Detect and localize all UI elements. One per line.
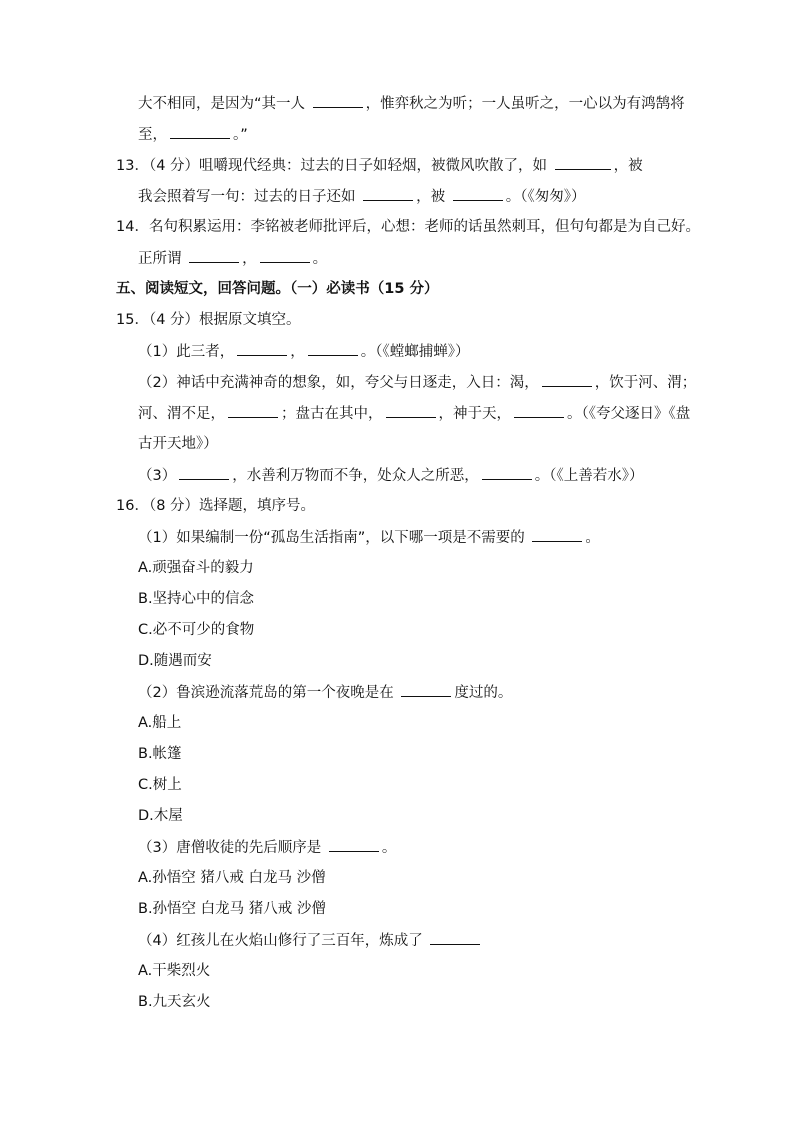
answer-blank[interactable] [532,527,582,542]
text-segment: ，被 [416,189,450,205]
text-segment: 度过的。 [454,685,513,701]
answer-blank[interactable] [329,837,379,852]
text-segment: （2）神话中充满神奇的想象，如，夸父与日逐走，入日：渴， [138,375,539,391]
text-line [138,961,210,981]
answer-blank[interactable] [555,155,611,170]
text-line [138,775,182,795]
text-segment: D.木屋 [138,808,183,824]
answer-blank[interactable] [363,186,413,201]
text-segment: ， [290,344,305,360]
answer-blank[interactable] [542,372,592,387]
text-segment: 大不相同，是因为“其一人 [138,96,310,112]
text-segment: ， [242,251,257,267]
text-segment: B.孙悟空 白龙马 猪八戒 沙僧 [138,901,326,917]
text-segment: A.干柴烈火 [138,963,211,979]
text-segment: B.帐篷 [138,746,182,762]
answer-blank[interactable] [189,248,239,263]
answer-blank[interactable] [228,403,278,418]
text-line [138,248,327,268]
text-segment: （3） [138,468,177,484]
text-segment: 14．名句积累运用：李铭被老师批评后，心想：老师的话虽然刺耳，但句句都是为自己好。 [116,219,700,235]
text-segment: B.坚持心中的信念 [138,591,255,607]
text-segment: 。 [381,840,397,856]
text-segment: ，饮于河、渭； [594,375,697,391]
text-line [116,155,643,175]
text-line [116,496,315,516]
text-line [138,558,254,578]
text-segment: （1）如果编制一份“孤岛生活指南”，以下哪一项是不需要的 [138,530,530,546]
text-line [138,527,600,547]
text-segment: 正所谓 [138,251,187,267]
text-line [138,868,326,888]
answer-blank[interactable] [453,186,503,201]
text-segment: 河、渭不足， [138,406,225,422]
text-segment: 16．（8 分）选择题，填序号。 [116,498,316,514]
text-segment: 。 [312,251,328,267]
text-segment: ；盘古在其中， [281,406,383,422]
text-line [138,713,181,733]
text-line [138,992,211,1012]
answer-blank[interactable] [401,682,451,697]
text-segment: 13．（4 分）咀嚼现代经典：过去的日子如轻烟，被微风吹散了，如 [116,158,552,174]
text-line [138,403,690,423]
text-line [116,310,301,330]
answer-blank[interactable] [313,93,363,108]
text-segment: 。 [585,530,600,546]
text-line [138,124,248,144]
text-segment: C.必不可少的食物 [138,622,255,638]
answer-blank[interactable] [482,465,532,480]
text-line [116,217,700,237]
text-segment: 。（《夸父逐日》《盘 [567,406,691,422]
text-line [138,434,218,454]
text-segment: ，被 [613,158,643,174]
text-segment: A.顽强奋斗的毅力 [138,560,254,576]
answer-blank[interactable] [170,124,230,139]
text-segment: ，惟弈秋之为听；一人虽听之，一心以为有鸿鹄将 [365,96,685,112]
answer-blank[interactable] [179,465,229,480]
text-segment: 。（《匆匆》） [505,189,586,205]
text-segment: 。” [233,127,248,143]
text-segment: ，水善利万物而不争，处众人之所恶， [232,468,479,484]
answer-blank[interactable] [308,341,358,356]
text-segment: B.九天玄火 [138,994,211,1010]
text-segment: 古开天地》） [138,436,218,452]
answer-blank[interactable] [386,403,436,418]
text-line [138,589,254,609]
answer-blank[interactable] [430,930,480,945]
text-line [138,465,643,485]
text-segment: D.随遇而安 [138,653,212,669]
text-line [138,682,512,702]
answer-blank[interactable] [260,248,310,263]
text-segment: （3）唐僧收徒的先后顺序是 [138,840,326,856]
text-segment: 至， [138,127,167,143]
text-segment: （4）红孩儿在火焰山修行了三百年，炼成了 [138,933,428,949]
text-line [138,837,396,857]
text-line [138,930,483,950]
text-line [138,899,326,919]
text-line [138,372,696,392]
text-line [116,279,438,299]
text-segment: 五、阅读短文，回答问题。（一）必读书（15 分） [116,281,439,297]
text-segment: 。（《上善若水》） [534,468,644,484]
text-segment: ，神于天， [438,406,511,422]
text-line [138,651,212,671]
text-segment: （1）此三者， [138,344,235,360]
answer-blank[interactable] [514,403,564,418]
text-line [138,620,254,640]
text-segment: C.树上 [138,777,182,793]
text-line [138,806,183,826]
text-line [138,93,685,113]
text-segment: 。（《螳螂捕蝉》） [360,344,470,360]
text-segment: A.船上 [138,715,182,731]
text-segment: A.孙悟空 猪八戒 白龙马 沙僧 [138,870,326,886]
text-segment: （2）鲁滨逊流落荒岛的第一个夜晚是在 [138,685,399,701]
text-line [138,744,182,764]
text-segment: 我会照着写一句：过去的日子还如 [138,189,361,205]
text-segment: 15．（4 分）根据原文填空。 [116,312,301,328]
answer-blank[interactable] [237,341,287,356]
text-line [138,186,585,206]
text-line [138,341,469,361]
